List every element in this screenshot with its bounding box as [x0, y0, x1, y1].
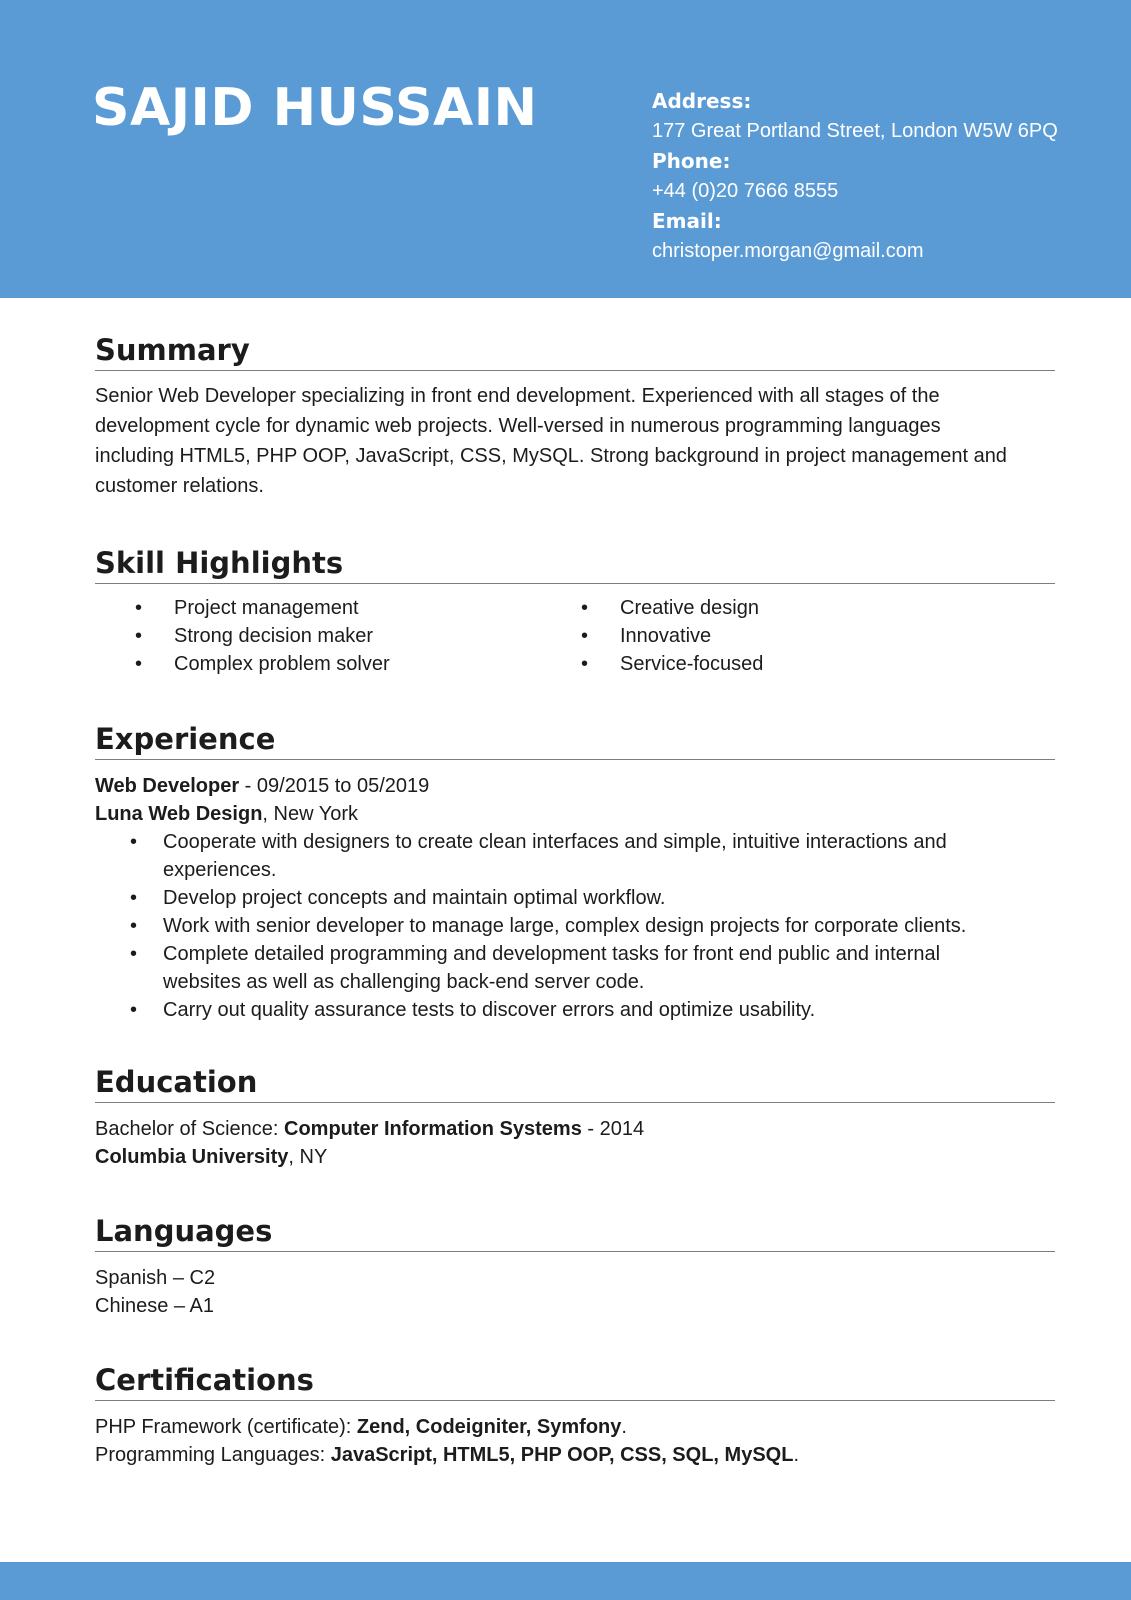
list-item: [95, 884, 1055, 912]
phone-label: Phone:: [652, 149, 731, 173]
bullet-icon: •: [135, 597, 143, 619]
duty-line: Cooperate with designers to create clean interfaces and simple, intuitive interactions and: [163, 831, 947, 853]
bullet-icon: •: [130, 999, 138, 1021]
summary-section: [95, 330, 1055, 501]
skill-label: Creative design: [620, 597, 759, 619]
degree-year: - 2014: [581, 1118, 645, 1140]
languages-title: Languages: [95, 1214, 273, 1248]
languages-divider: [95, 1251, 1055, 1252]
footer-banner: [0, 1562, 1131, 1600]
period: .: [621, 1416, 627, 1438]
duty-line: Develop project concepts and maintain optimal workflow.: [163, 887, 666, 909]
certification-framework: [95, 1413, 1055, 1441]
education-title: Education: [95, 1065, 258, 1099]
company-location: , New York: [262, 803, 359, 825]
duty-line: Complete detailed programming and development tasks for front end public and internal: [163, 943, 941, 965]
skill-label: Strong decision maker: [174, 625, 373, 647]
bullet-icon: •: [135, 625, 143, 647]
skill-label: Complex problem solver: [174, 653, 390, 675]
certifications-title: Certifications: [95, 1363, 314, 1397]
job-heading: [95, 772, 1055, 800]
skill-label: Service-focused: [620, 653, 764, 675]
list-item: [541, 594, 763, 622]
framework-values: Zend, Codeigniter, Symfony: [356, 1416, 622, 1438]
list-item: Chinese – A1: [95, 1295, 214, 1317]
school-name: Columbia University: [95, 1146, 289, 1168]
languages-section: [95, 1211, 1055, 1320]
bullet-icon: •: [581, 625, 589, 647]
experience-section: [95, 719, 1055, 1024]
school-location: , NY: [288, 1146, 328, 1168]
job-title: Web Developer: [95, 775, 240, 797]
bullet-icon: •: [130, 943, 138, 965]
list-item: [541, 622, 763, 650]
bullet-icon: •: [581, 597, 589, 619]
contact-block: [652, 86, 1122, 266]
skills-section: [95, 543, 1055, 678]
header-banner: [0, 0, 1131, 298]
list-item: [95, 594, 390, 622]
summary-line: Senior Web Developer specializing in front end development. Experienced with all stages of the: [95, 385, 940, 407]
job-dates: - 09/2015 to 05/2019: [239, 775, 430, 797]
duty-line: experiences.: [163, 859, 277, 881]
skills-divider: [95, 583, 1055, 584]
languages-label: Programming Languages:: [95, 1444, 331, 1466]
degree-line: [95, 1115, 1055, 1143]
list-item: [95, 912, 1055, 940]
list-item: [95, 996, 1055, 1024]
bullet-icon: •: [130, 831, 138, 853]
duty-line: Carry out quality assurance tests to discover errors and optimize usability.: [163, 999, 816, 1021]
duties-list: [95, 828, 1055, 1024]
education-section: [95, 1062, 1055, 1171]
bullet-icon: •: [130, 915, 138, 937]
education-divider: [95, 1102, 1055, 1103]
period: .: [793, 1444, 799, 1466]
duty-line: Work with senior developer to manage large, complex design projects for corporate clients.: [163, 915, 967, 937]
company-name: Luna Web Design: [95, 803, 263, 825]
school-line: [95, 1143, 1055, 1171]
email-value: christoper.morgan@gmail.com: [652, 240, 924, 262]
list-item: [95, 828, 1055, 884]
list-item: [95, 622, 390, 650]
skills-column-left: [95, 594, 390, 678]
bullet-icon: •: [581, 653, 589, 675]
bullet-icon: •: [130, 887, 138, 909]
summary-line: development cycle for dynamic web projects. Well-versed in numerous programming languages: [95, 415, 941, 437]
summary-line: customer relations.: [95, 475, 264, 497]
skills-list: [95, 594, 1055, 678]
framework-label: PHP Framework (certificate):: [95, 1416, 357, 1438]
address-label: Address:: [652, 89, 752, 113]
summary-title: Summary: [95, 333, 250, 367]
employer-line: [95, 800, 1055, 828]
address-value: 177 Great Portland Street, London W5W 6PQ: [652, 120, 1058, 142]
phone-value: +44 (0)20 7666 8555: [652, 180, 839, 202]
list-item: [95, 650, 390, 678]
list-item: [95, 940, 1055, 996]
certifications-divider: [95, 1400, 1055, 1401]
certification-languages: [95, 1441, 1055, 1469]
email-label: Email:: [652, 209, 722, 233]
summary-divider: [95, 370, 1055, 371]
languages-values: JavaScript, HTML5, PHP OOP, CSS, SQL, MySQL: [330, 1444, 794, 1466]
skills-title: Skill Highlights: [95, 546, 344, 580]
experience-title: Experience: [95, 722, 276, 756]
certifications-section: [95, 1360, 1055, 1469]
summary-line: including HTML5, PHP OOP, JavaScript, CSS, MySQL. Strong background in project management and: [95, 445, 1007, 467]
list-item: Spanish – C2: [95, 1267, 216, 1289]
bullet-icon: •: [135, 653, 143, 675]
summary-text: [95, 381, 1055, 501]
duty-line: websites as well as challenging back-end server code.: [163, 971, 645, 993]
skill-label: Project management: [174, 597, 359, 619]
experience-divider: [95, 759, 1055, 760]
candidate-name: SAJID HUSSAIN: [92, 78, 538, 138]
degree-major: Computer Information Systems: [284, 1118, 582, 1140]
skills-column-right: [541, 594, 763, 678]
degree-prefix: Bachelor of Science:: [95, 1118, 284, 1140]
list-item: [541, 650, 763, 678]
skill-label: Innovative: [620, 625, 712, 647]
